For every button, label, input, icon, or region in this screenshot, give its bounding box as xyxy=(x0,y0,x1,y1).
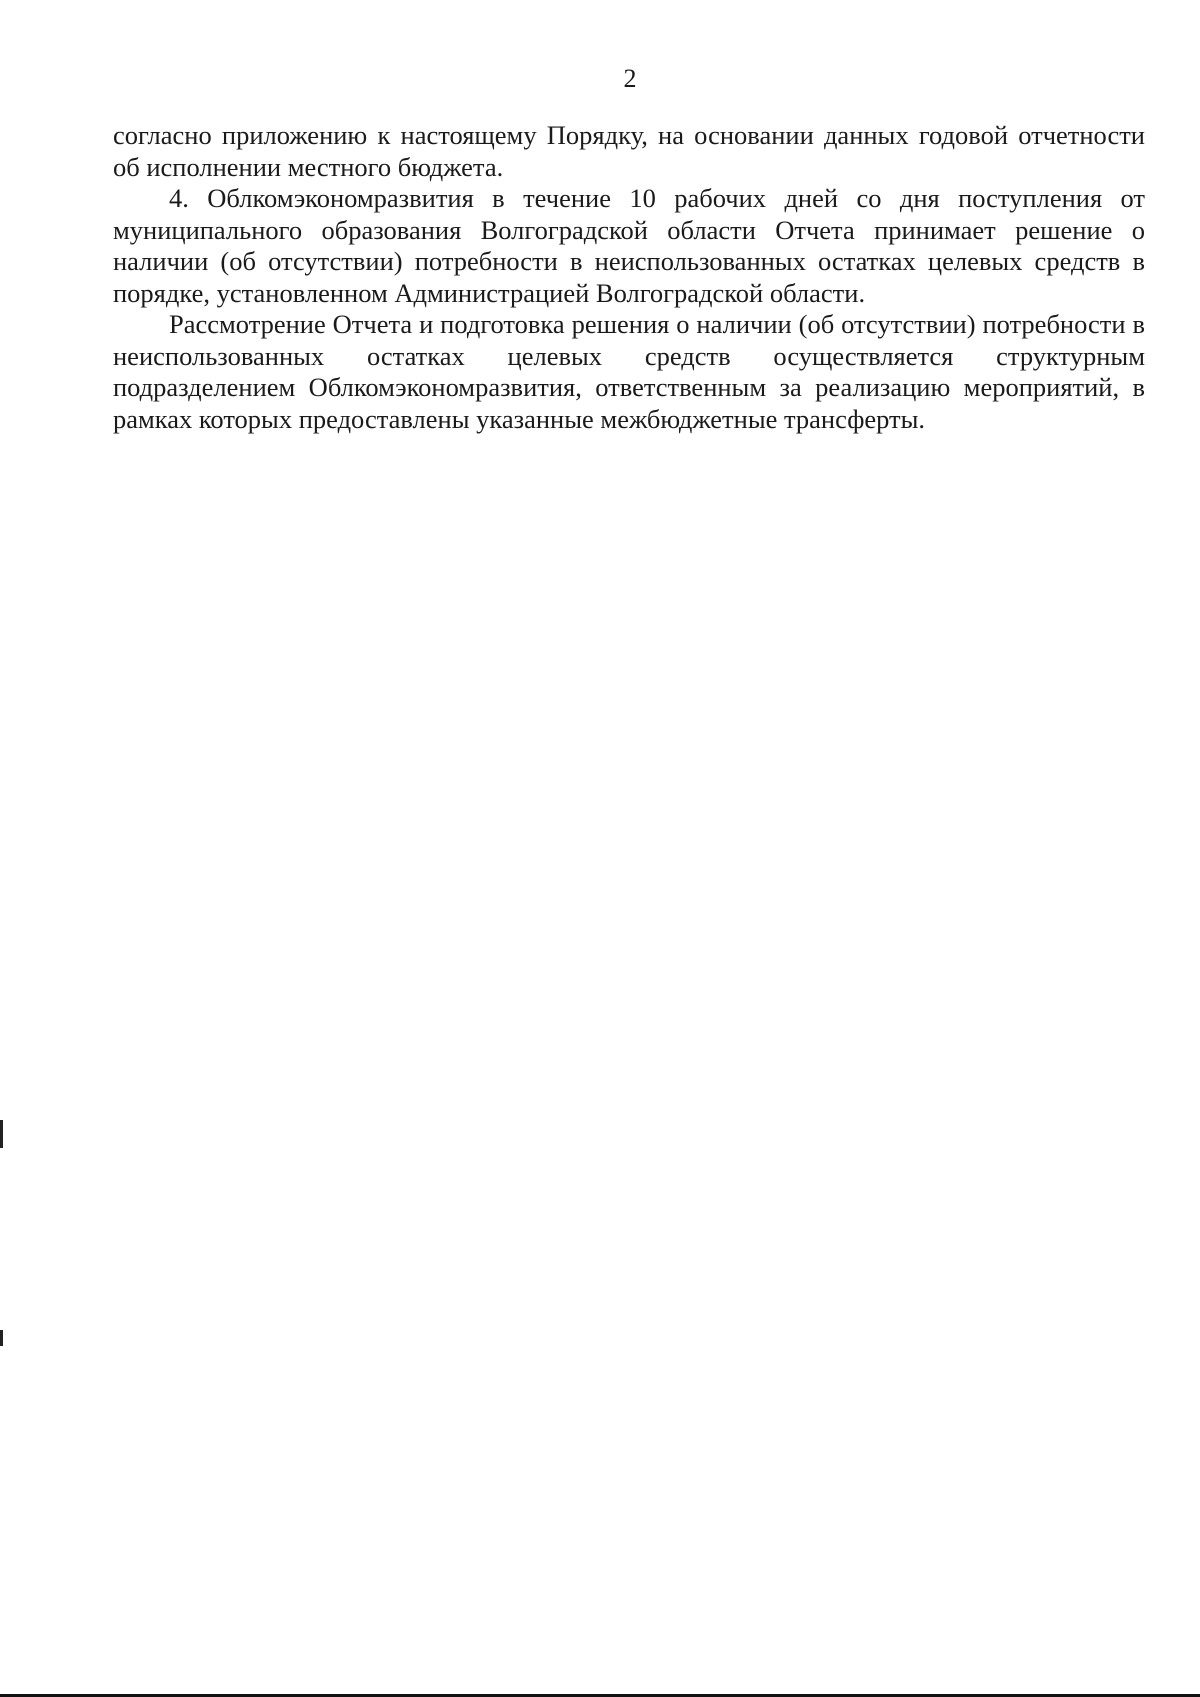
paragraph-review: Рассмотрение Отчета и подготовка решения о наличии (об отсутствии) потребности в неиспользованных остатках целевых средств осуществляется структурным подразделением Облкомэкономразвития, ответственным за реализацию мероприятий, в рамках которых предоставлены указанные межбюджетные трансферты. xyxy=(113,309,1145,434)
scan-edge-mark xyxy=(0,1330,3,1346)
page-number: 2 xyxy=(623,64,637,93)
scan-edge-mark xyxy=(0,1120,3,1148)
paragraph-item-4: 4. Облкомэкономразвития в течение 10 рабочих дней со дня поступления от муниципального образования Волгоградской области Отчета принимает решение о наличии (об отсутствии) потребности в неиспользованных остатках целевых средств в порядке, установленном Администрацией Волгоградской области. xyxy=(113,183,1145,308)
paragraph-continuation: согласно приложению к настоящему Порядку, на основании данных годовой отчетности об исполнении местного бюджета. xyxy=(113,120,1145,182)
document-body xyxy=(113,120,1145,435)
